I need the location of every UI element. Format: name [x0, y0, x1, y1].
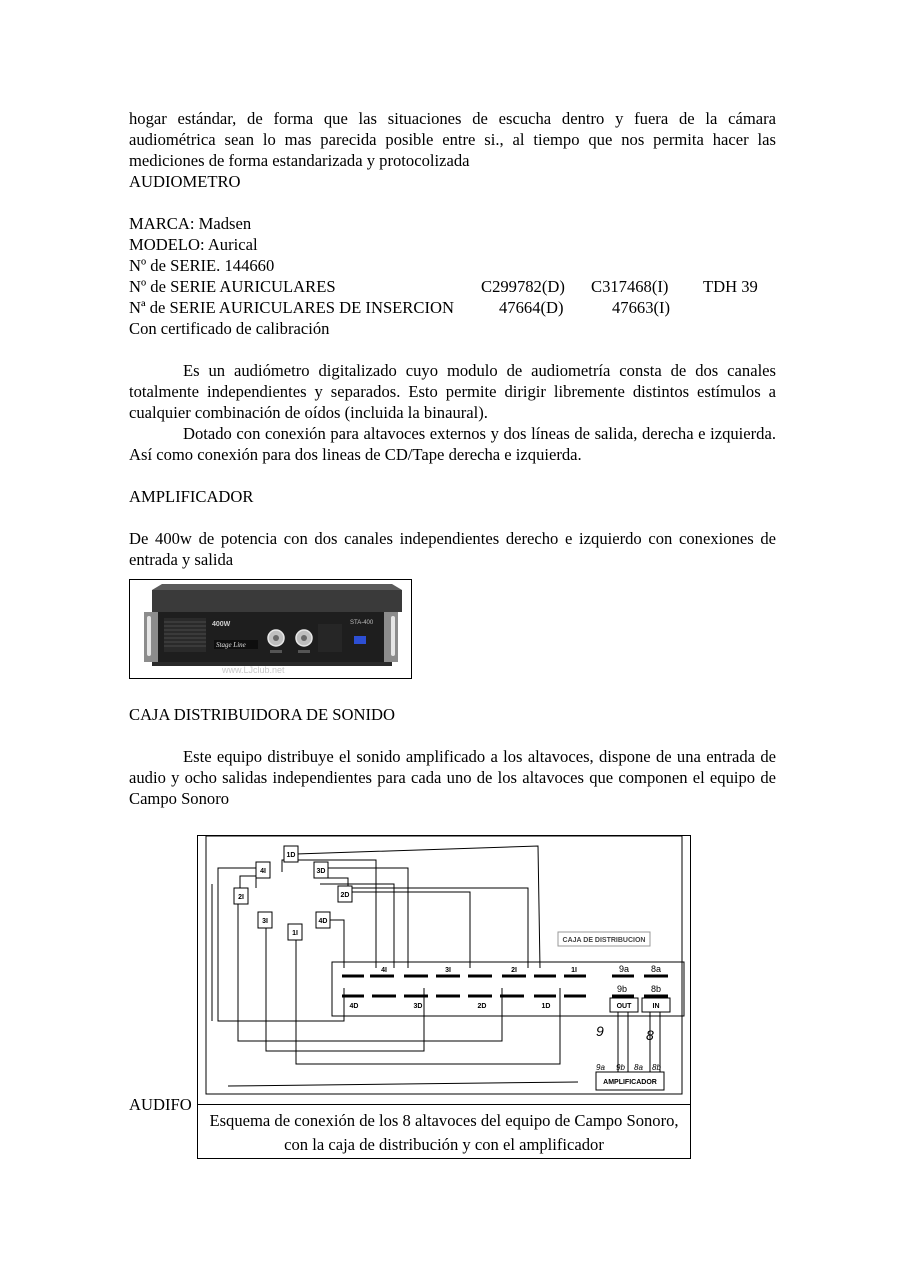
auriculares-model: TDH 39	[703, 277, 758, 296]
hand-bottom-8a: 8a	[634, 1063, 643, 1072]
box-in-label: IN	[652, 1003, 660, 1010]
audiometro-heading: AUDIOMETRO	[129, 172, 241, 191]
insercion-i: 47663(I)	[612, 298, 671, 317]
auriculares-label: Nº de SERIE AURICULARES	[129, 277, 336, 296]
speaker-label-1d: 1D	[286, 852, 296, 859]
amp-model-text: STA-400	[350, 620, 374, 626]
box-top-label-9a: 9a	[618, 964, 630, 974]
speaker-label-3i: 3I	[262, 918, 268, 925]
speaker-label-2d: 2D	[340, 892, 350, 899]
amplifier-block-label: AMPLIFICADOR	[603, 1079, 657, 1086]
insercion-label: Nª de SERIE AURICULARES DE INSERCION	[129, 298, 454, 317]
hand-label-8: 8	[646, 1027, 654, 1043]
audiometro-para-1: Es un audiómetro digitalizado cuyo modulo de audiometría consta de dos canales totalmente independientes y separados. Esto permite dirigir libremente distintos estímulos a cualquier combinación de oídos (incluida la binaural).	[129, 361, 776, 422]
box-bottom-label-9b: 9b	[616, 984, 628, 994]
audiometro-para-2: Dotado con conexión para altavoces externos y dos líneas de salida, derecha e izquierda. Así como conexión para dos lineas de CD/Tape derecha e izquierda.	[129, 424, 776, 464]
audiometro-serie: Nº de SERIE. 144660	[129, 256, 275, 275]
hand-bottom-9b: 9b	[616, 1063, 625, 1072]
box-top-label-1i: 1I	[571, 967, 577, 974]
amp-watermark: www.LJclub.net	[222, 665, 285, 675]
box-bottom-label-4d: 4D	[349, 1003, 359, 1010]
box-bottom-label-3d: 3D	[413, 1003, 423, 1010]
speaker-label-4d: 4D	[318, 918, 328, 925]
amp-power-text: 400W	[212, 621, 231, 628]
amp-power-switch	[354, 636, 366, 644]
audiometro-modelo: MODELO: Aurical	[129, 235, 258, 254]
diagram-caption: Esquema de conexión de los 8 altavoces del equipo de Campo Sonoro, con la caja de distribución y con el amplificador	[198, 1104, 690, 1159]
caja-heading: CAJA DISTRIBUIDORA DE SONIDO	[129, 705, 395, 724]
box-top-label-3i: 3I	[445, 967, 451, 974]
caja-para: Este equipo distribuye el sonido amplificado a los altavoces, dispone de una entrada de audio y ocho salidas independientes para cada uno de los altavoces que componen el equipo de Campo Sonoro	[129, 747, 776, 808]
wiring-schematic	[198, 836, 690, 1104]
hand-bottom-8b: 8b	[652, 1063, 661, 1072]
auriculares-row	[129, 276, 776, 297]
hand-bottom-9a: 9a	[596, 1063, 605, 1072]
box-top-label-8a: 8a	[650, 964, 662, 974]
auriculares-d: C299782(D)	[481, 277, 565, 296]
amplificador-para: De 400w de potencia con dos canales independientes derecho e izquierdo con conexiones de entrada y salida	[129, 529, 776, 569]
box-out-label: OUT	[616, 1003, 632, 1010]
insercion-d: 47664(D)	[499, 298, 564, 317]
amplifier-illustration	[130, 580, 411, 678]
connection-diagram	[197, 835, 691, 1159]
speaker-label-2i: 2I	[238, 894, 244, 901]
box-bottom-label-2d: 2D	[477, 1003, 487, 1010]
intro-line-3: mediciones de forma estandarizada y protocolizada	[129, 151, 470, 170]
document-body	[129, 108, 776, 809]
amp-brand-text: Stage Line	[216, 641, 246, 649]
speaker-label-3d: 3D	[316, 868, 326, 875]
box-bottom-label-8b: 8b	[650, 984, 662, 994]
amplifier-photo	[129, 579, 412, 679]
speaker-label-4i: 4I	[260, 868, 266, 875]
audifo-heading: AUDIFO	[129, 1095, 192, 1114]
amplificador-heading: AMPLIFICADOR	[129, 487, 254, 506]
audiometro-certificado: Con certificado de calibración	[129, 319, 330, 338]
intro-line-2: audiométrica sean lo mas parecida posible entre si., al tiempo que nos permita hacer las	[129, 130, 776, 149]
auriculares-i: C317468(I)	[591, 277, 669, 296]
intro-line-1: hogar estándar, de forma que las situaciones de escucha dentro y fuera de la cámara	[129, 109, 776, 128]
distribution-box-title: CAJA DE DISTRIBUCION	[562, 937, 646, 944]
box-top-label-2i: 2I	[511, 967, 517, 974]
insercion-row	[129, 297, 776, 318]
hand-label-9: 9	[596, 1023, 604, 1039]
speaker-label-1i: 1I	[292, 930, 298, 937]
box-bottom-label-1d: 1D	[541, 1003, 551, 1010]
box-top-label-4i: 4I	[381, 967, 387, 974]
audiometro-marca: MARCA: Madsen	[129, 214, 252, 233]
